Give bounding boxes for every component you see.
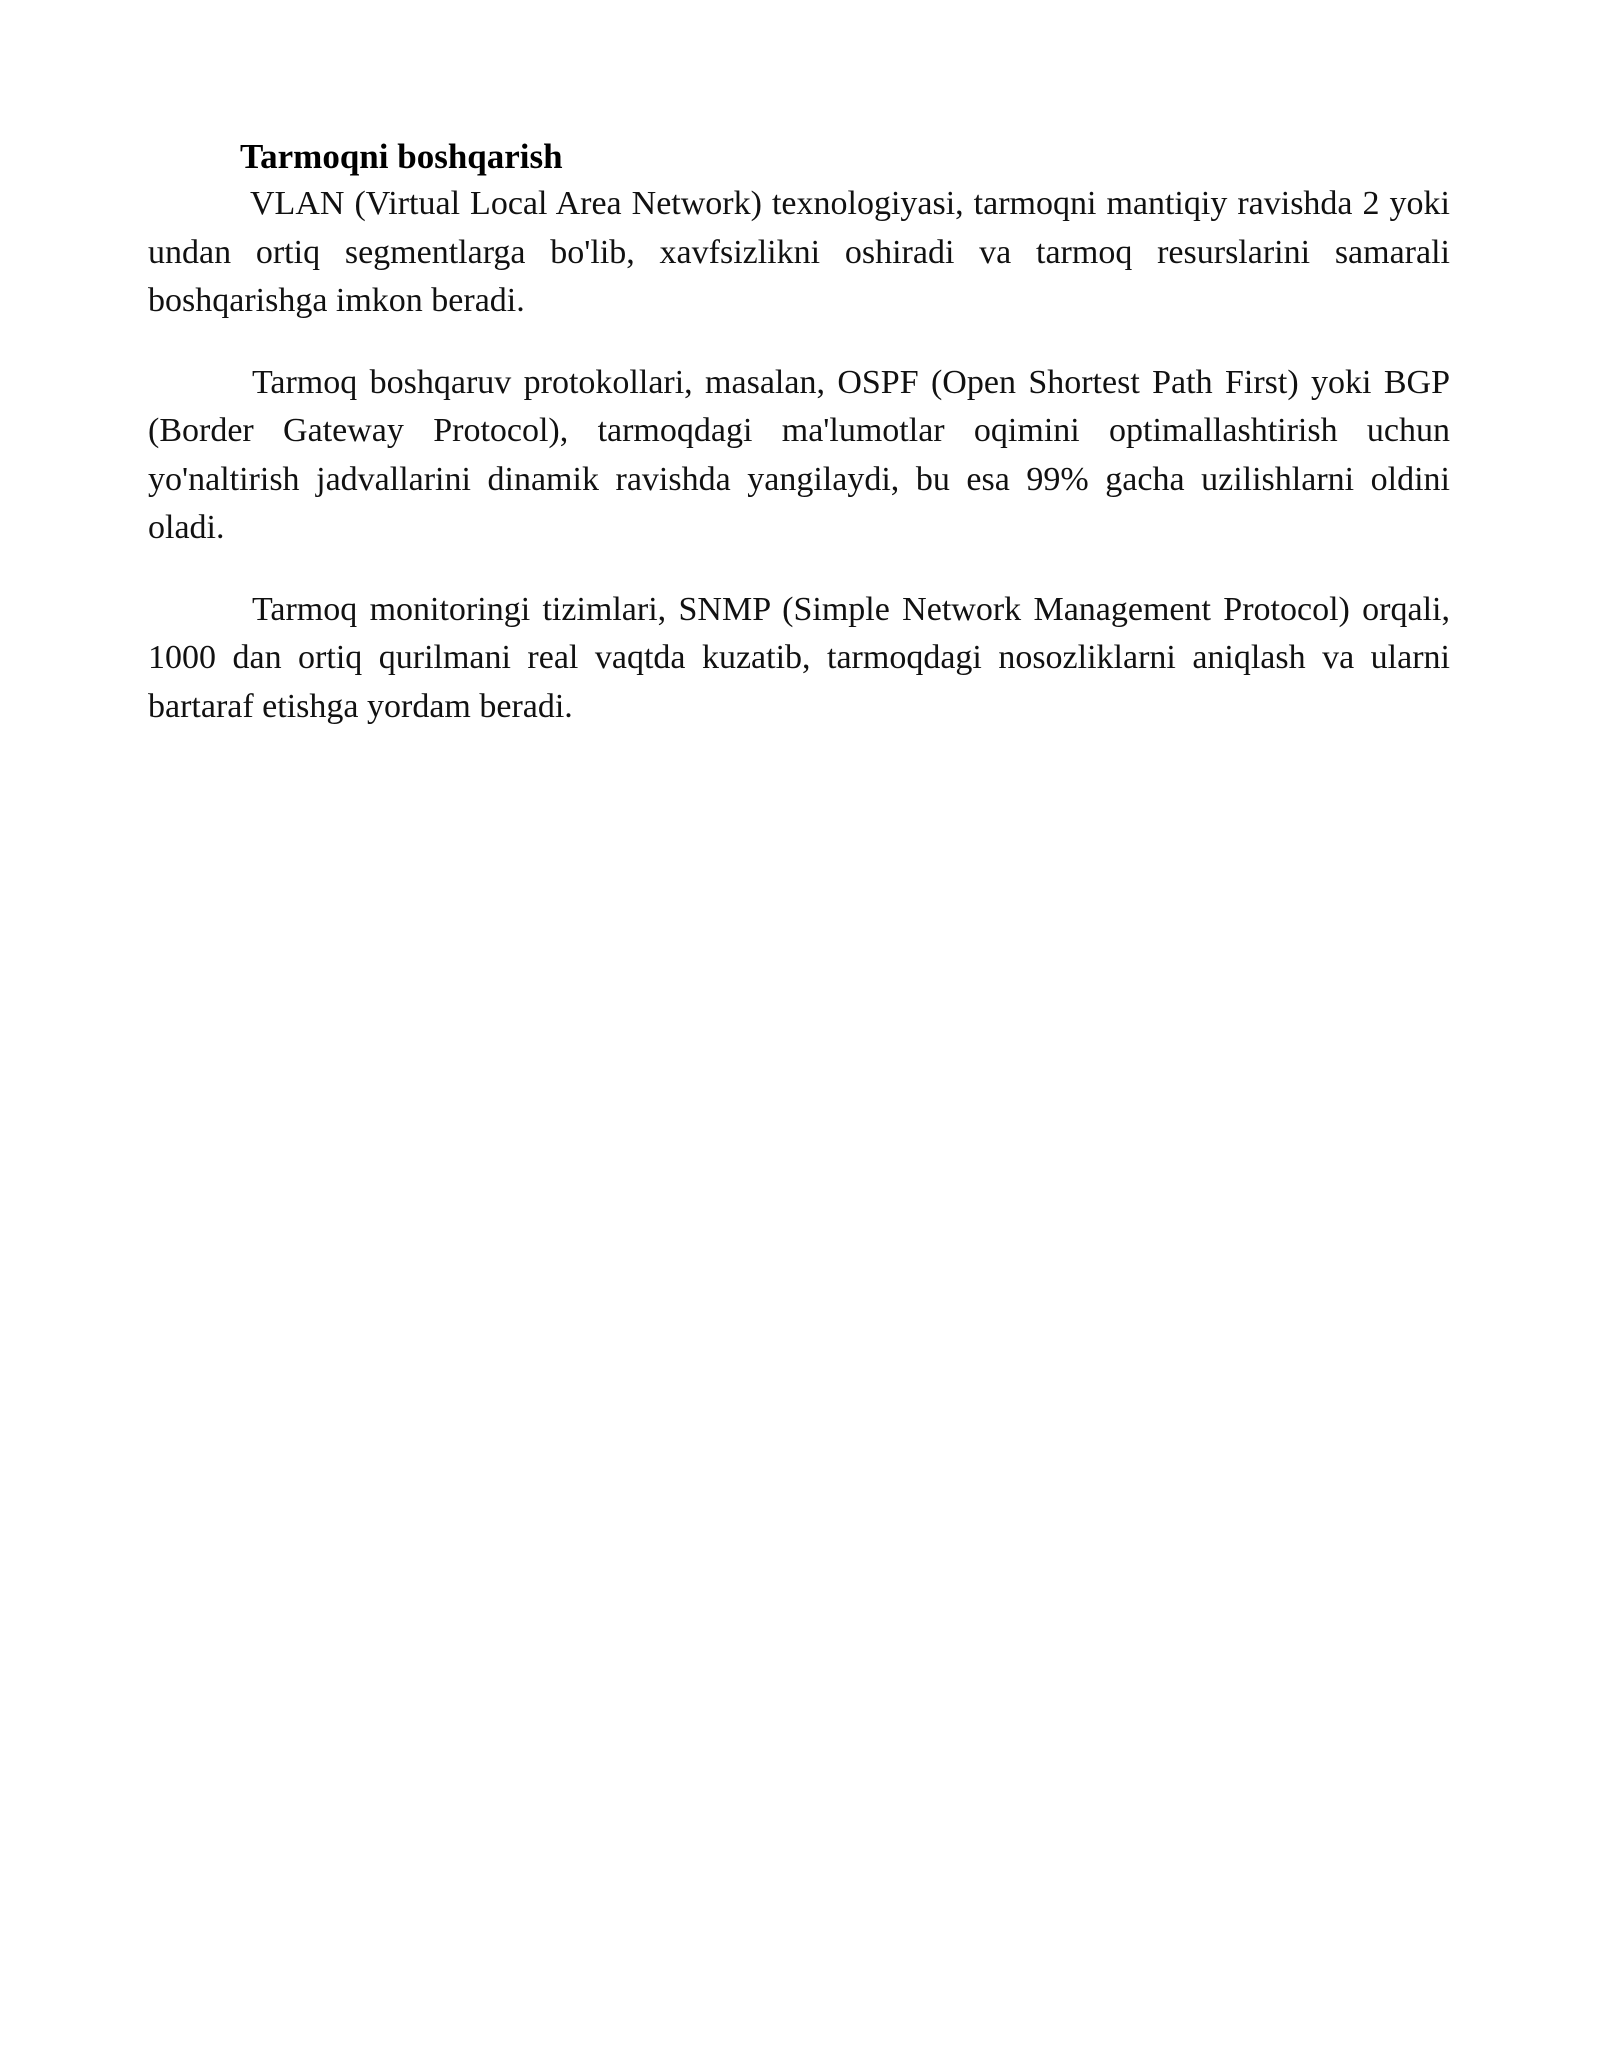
- paragraph-monitoring: Tarmoq monitoringi tizimlari, SNMP (Simple Network Management Protocol) orqali, 1000 dan ortiq qurilmani real vaqtda kuzatib, tarmoqdagi nosozliklarni aniqlash va ularni bartaraf etishga yordam beradi.: [148, 590, 1450, 725]
- paragraph-vlan: VLAN (Virtual Local Area Network) texnologiyasi, tarmoqni mantiqiy ravishda 2 yoki undan ortiq segmentlarga bo'lib, xavfsizlikni oshiradi va tarmoq resurslarini samarali boshqarishga imkon beradi.: [148, 185, 1450, 319]
- section-title: Tarmoqni boshqarish: [240, 137, 563, 176]
- paragraph-routing-protocols: Tarmoq boshqaruv protokollari, masalan, OSPF (Open Shortest Path First) yoki BGP (Border Gateway Protocol), tarmoqdagi ma'lumotlar oqimini optimallashtirish uchun yo'naltirish jadvallarini dinamik ravishda yangilaydi, bu esa 99% gacha uzilishlarni oldini oladi.: [148, 363, 1450, 546]
- document-body: [148, 134, 1450, 731]
